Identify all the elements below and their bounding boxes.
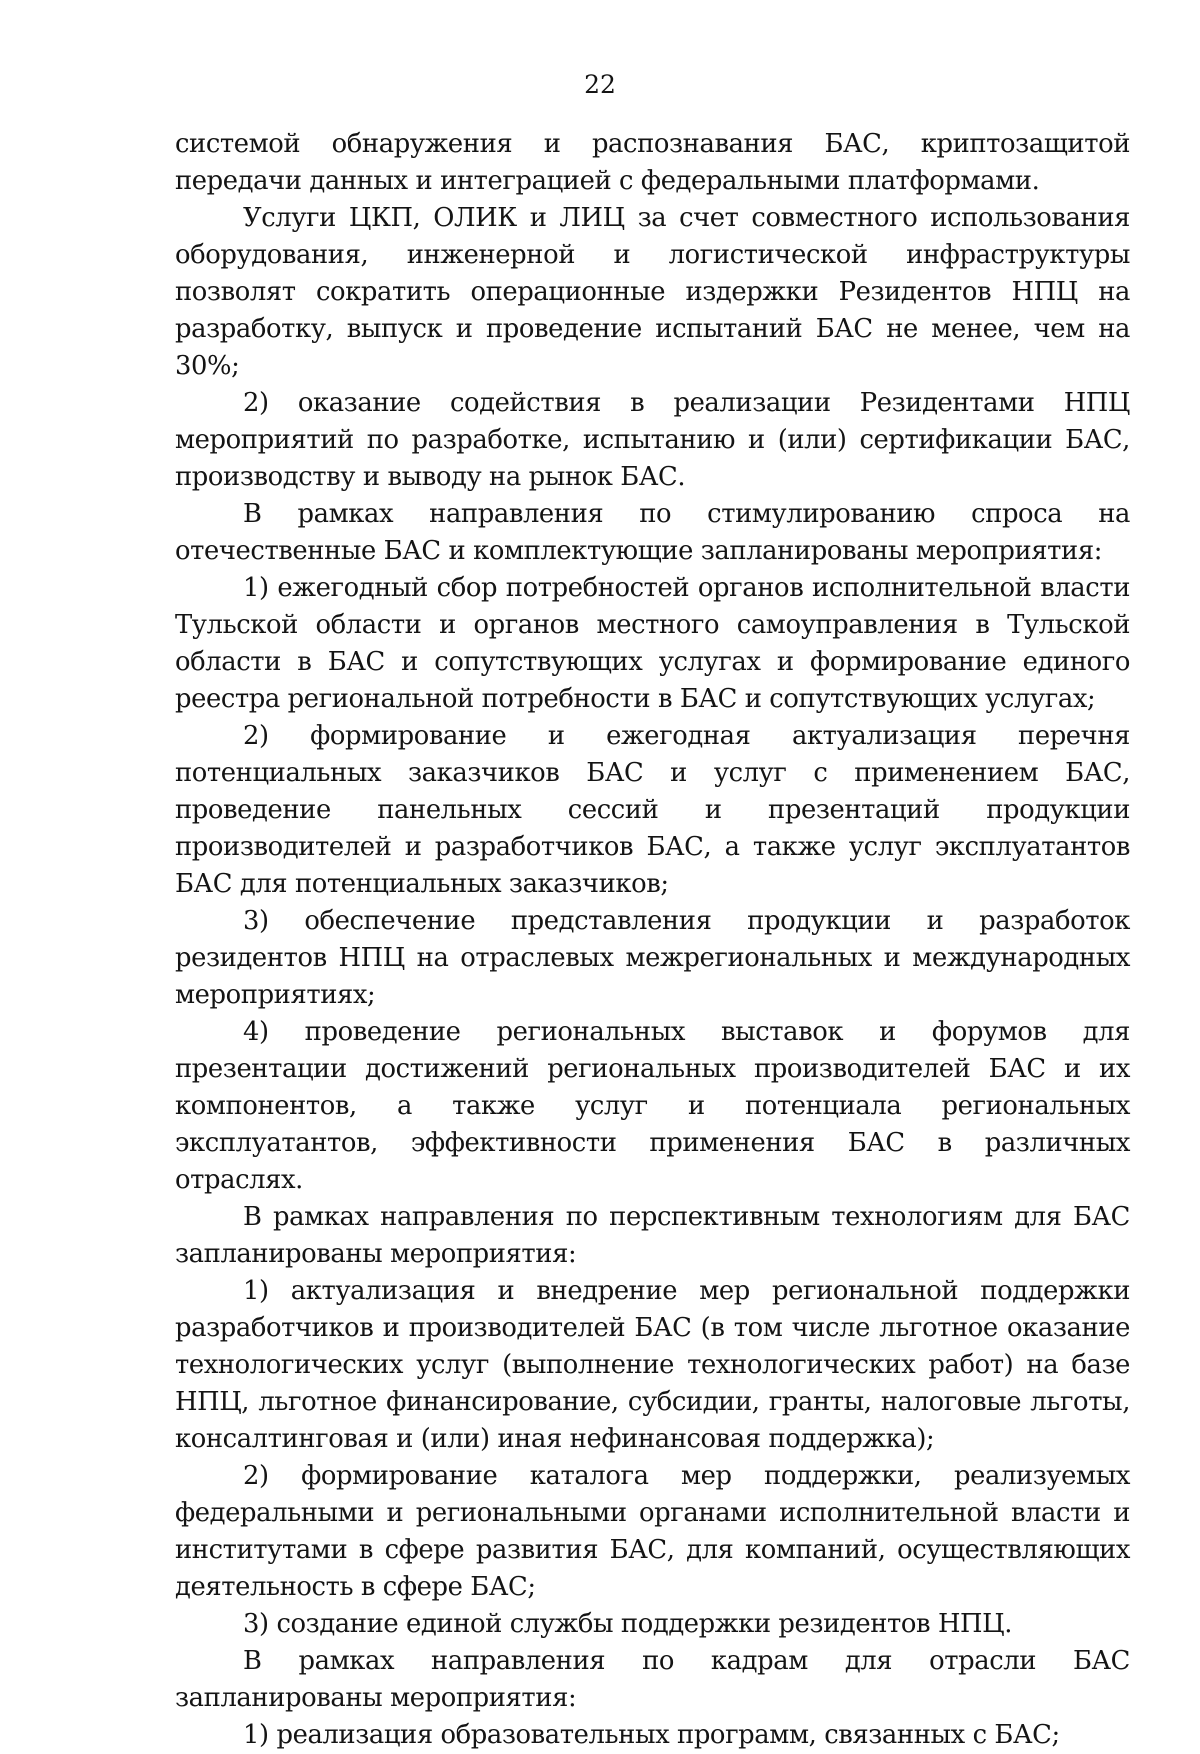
- paragraph-8: 4) проведение региональных выставок и форумов для презентации достижений региональных производителей БАС и их компонентов, а также услуг и потенциала региональных эксплуатантов, эффективности применения БАС в различных отраслях.: [175, 1017, 1130, 1195]
- paragraph-6: 2) формирование и ежегодная актуализация перечня потенциальных заказчиков БАС и услуг с применением БАС, проведение панельных сессий и презентаций продукции производителей и разработчиков БАС, а также услуг эксплуатантов БАС для потенциальных заказчиков;: [175, 721, 1130, 899]
- paragraph-14: 1) реализация образовательных программ, связанных с БАС;: [243, 1720, 1060, 1750]
- document-body: [175, 126, 1130, 1754]
- paragraph-11: 2) формирование каталога мер поддержки, реализуемых федеральными и региональными органами исполнительной власти и институтами в сфере развития БАС, для компаний, осуществляющих деятельность в сфере БАС;: [175, 1461, 1130, 1602]
- paragraph-7: 3) обеспечение представления продукции и разработок резидентов НПЦ на отраслевых межрегиональных и международных мероприятиях;: [175, 906, 1130, 1010]
- paragraph-4: В рамках направления по стимулированию спроса на отечественные БАС и комплектующие запланированы мероприятия:: [175, 499, 1130, 566]
- paragraph-5: 1) ежегодный сбор потребностей органов исполнительной власти Тульской области и органов местного самоуправления в Тульской области в БАС и сопутствующих услугах и формирование единого реестра региональной потребности в БАС и сопутствующих услугах;: [175, 573, 1130, 714]
- paragraph-3: 2) оказание содействия в реализации Резидентами НПЦ мероприятий по разработке, испытанию и (или) сертификации БАС, производству и выводу на рынок БАС.: [175, 388, 1130, 492]
- paragraph-9: В рамках направления по перспективным технологиям для БАС запланированы мероприятия:: [175, 1202, 1130, 1269]
- paragraph-2: Услуги ЦКП, ОЛИК и ЛИЦ за счет совместного использования оборудования, инженерной и логистической инфраструктуры позволят сократить операционные издержки Резидентов НПЦ на разработку, выпуск и проведение испытаний БАС не менее, чем на 30%;: [175, 203, 1130, 381]
- page-number: 22: [584, 70, 616, 99]
- paragraph-12: 3) создание единой службы поддержки резидентов НПЦ.: [243, 1609, 1013, 1639]
- paragraph-1: системой обнаружения и распознавания БАС, криптозащитой передачи данных и интеграцией с федеральными платформами.: [175, 129, 1130, 196]
- paragraph-13: В рамках направления по кадрам для отрасли БАС запланированы мероприятия:: [175, 1646, 1130, 1713]
- paragraph-10: 1) актуализация и внедрение мер региональной поддержки разработчиков и производителей БАС (в том числе льготное оказание технологических услуг (выполнение технологических работ) на базе НПЦ, льготное финансирование, субсидии, гранты, налоговые льготы, консалтинговая и (или) иная нефинансовая поддержка);: [175, 1276, 1130, 1454]
